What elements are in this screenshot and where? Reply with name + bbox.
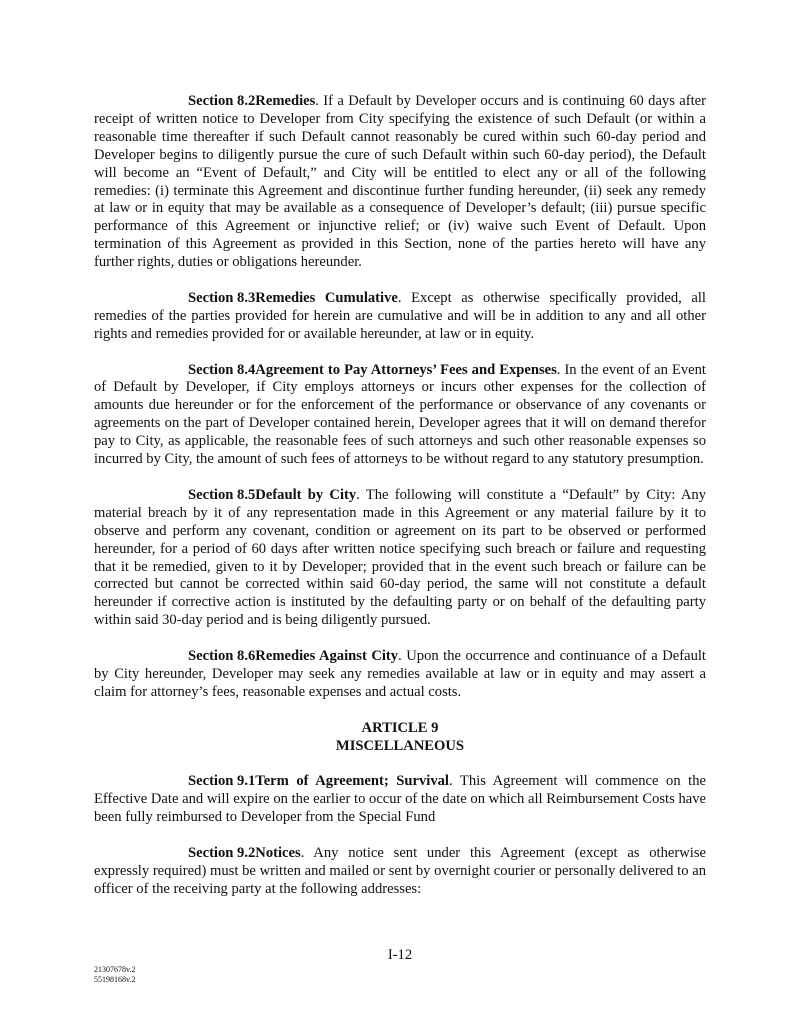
section-9-1	[94, 773, 706, 827]
section-number: Section 8.5	[188, 486, 256, 503]
article-heading: ARTICLE 9	[361, 719, 439, 736]
doc-id: 21307678v.2	[94, 965, 136, 974]
section-9-2	[94, 845, 706, 899]
section-number: Section 9.2	[188, 844, 256, 861]
article-heading-block	[94, 720, 706, 756]
section-number: Section 8.3	[188, 289, 256, 306]
section-title: Remedies Cumulative	[255, 289, 398, 306]
article-subheading: MISCELLANEOUS	[335, 737, 465, 754]
section-text: . This Agreement will commence on the Effective Date and will expire on the earlier to occur of the date on which all Reimbursement Costs have been fully reimbursed to Developer from the Special Fund	[94, 773, 706, 826]
page-number: I-12	[387, 947, 413, 963]
section-8-4	[94, 362, 706, 469]
section-8-2	[94, 93, 706, 272]
section-title: Remedies	[255, 93, 316, 109]
section-8-5	[94, 487, 706, 630]
section-text: . Any notice sent under this Agreement (except as otherwise expressly required) must be written and mailed or sent by overnight courier or personally delivered to an officer of the receiving party at the following addresses:	[94, 844, 706, 897]
section-text: . If a Default by Developer occurs and is continuing 60 days after receipt of written notice to Developer from City specifying the existence of such Default (or within a reasonable time thereafter if such Default cannot reasonably be cured within such 60-day period and Developer begins to diligently pursue the cure of such Default within such 60-day period), the Default will become an “Event of Default,” and City will be entitled to elect any or all of the following remedies: (i) terminate this Agreement and discontinue further funding hereunder, (ii) seek any remedy at law or in equity that may be available as a consequence of Developer’s default; (iii) pursue specific performance of this Agreement or injunctive relief; or (iv) waive such Event of Default. Upon termination of this Agreement as provided in this Section, none of the parties hereto will have any further rights, duties or obligations hereunder.	[94, 93, 706, 271]
section-8-6	[94, 648, 706, 702]
section-title: Term of Agreement; Survival	[255, 773, 449, 790]
section-title: Default by City	[255, 486, 357, 503]
section-title: Agreement to Pay Attorneys’ Fees and Expenses	[255, 361, 557, 378]
section-text: . In the event of an Event of Default by Developer, if City employs attorneys or incurs other expenses for the collection of amounts due hereunder or for the enforcement of the performance or observance of any covenants or agreements on the part of Developer contained herein, Developer agrees that it will on demand therefor pay to City, as applicable, the reasonable fees of such attorneys and such other reasonable expenses so incurred by City, the amount of such fees of attorneys to be without regard to any statutory presumption.	[94, 361, 706, 468]
section-8-3	[94, 290, 706, 344]
section-text: . The following will constitute a “Default” by City: Any material breach by it of any representation made in this Agreement or any material failure by it to observe and perform any covenant, condition or agreement on its part to be observed or performed hereunder, for a period of 60 days after written notice specifying such breach or failure and requesting that it be remedied, given to it by Developer; provided that in the event such breach or failure can be corrected but cannot be corrected within said 60-day period, the same will not constitute a default hereunder if corrective action is instituted by the defaulting party or on behalf of the defaulting party within said 30-day period and is being diligently pursued.	[94, 486, 706, 629]
section-text: . Except as otherwise specifically provided, all remedies of the parties provided for herein are cumulative and will be in addition to any and all other rights and remedies provided for or available hereunder, at law or in equity.	[94, 289, 706, 342]
section-number: Section 8.6	[188, 648, 256, 665]
section-number: Section 9.1	[188, 773, 256, 790]
doc-id: 55198168v.2	[94, 975, 136, 984]
section-number: Section 8.4	[188, 361, 256, 378]
section-title: Notices	[255, 844, 301, 861]
document-body	[94, 93, 706, 917]
section-title: Remedies Against City	[255, 648, 399, 665]
section-number: Section 8.2	[188, 93, 256, 109]
document-ids	[94, 965, 135, 985]
section-text: . Upon the occurrence and continuance of a Default by City hereunder, Developer may seek any remedies available at law or in equity and may assert a claim for attorney’s fees, reasonable expenses and actual costs.	[94, 648, 706, 700]
